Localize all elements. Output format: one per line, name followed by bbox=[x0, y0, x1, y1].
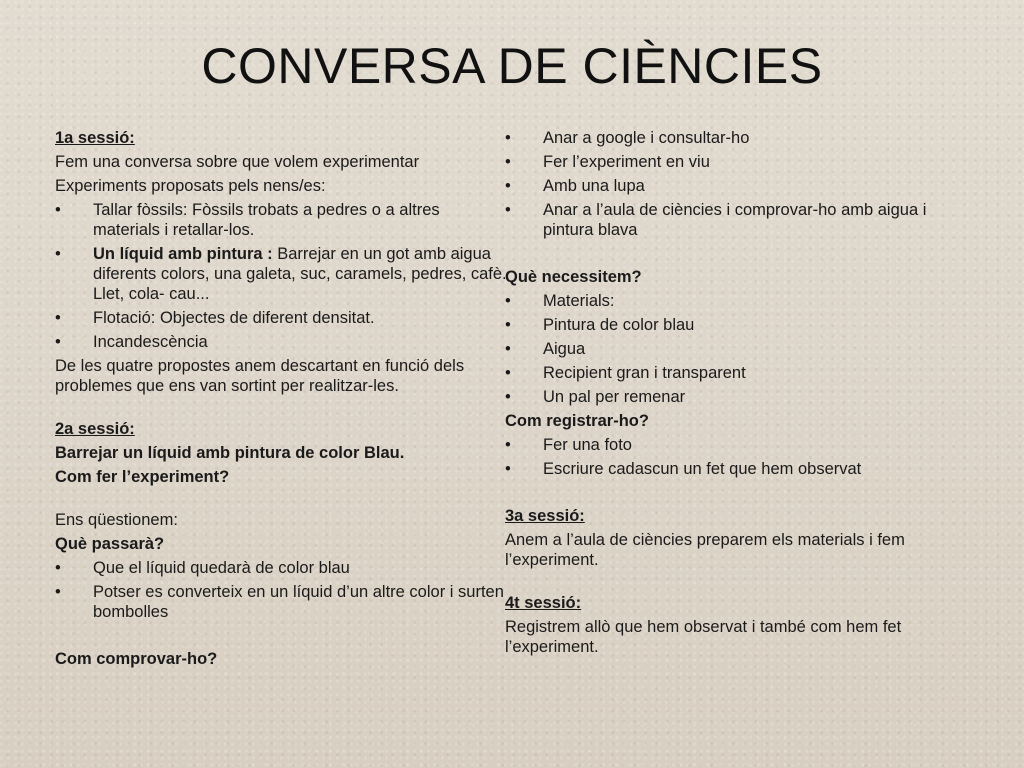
session4-text: Registrem allò que hem observat i també com hem fet l’experiment. bbox=[505, 618, 902, 656]
how-to-record-heading: Com registrar-ho? bbox=[505, 412, 649, 430]
spacer bbox=[55, 396, 510, 419]
material-text: Materials: bbox=[543, 292, 615, 310]
list-item bbox=[505, 128, 965, 148]
proposal-text: Barrejar en un got amb aigua diferents colors, una galeta, suc, caramels, pedres, cafè. Llet, cola- cau... bbox=[93, 245, 507, 303]
bullet-icon: • bbox=[55, 245, 61, 263]
list-item bbox=[55, 332, 510, 352]
how-to-do-heading: Com fer l’experiment? bbox=[55, 468, 230, 486]
we-ask-label: Ens qüestionem: bbox=[55, 511, 178, 529]
list-item bbox=[505, 339, 965, 359]
spacer bbox=[55, 626, 510, 649]
spacer bbox=[505, 244, 965, 267]
record-method-text: Fer una foto bbox=[543, 436, 632, 454]
session1-intro: Fem una conversa sobre que volem experimentar bbox=[55, 153, 420, 171]
bullet-icon: • bbox=[505, 388, 511, 406]
list-item bbox=[505, 200, 965, 240]
bullet-icon: • bbox=[505, 460, 511, 478]
bullet-icon: • bbox=[505, 129, 511, 147]
list-item bbox=[505, 363, 965, 383]
record-method-text: Escriure cadascun un fet que hem observat bbox=[543, 460, 862, 478]
bullet-icon: • bbox=[55, 559, 61, 577]
session3-text: Anem a l’aula de ciències preparem els materials i fem l’experiment. bbox=[505, 531, 905, 569]
bullet-icon: • bbox=[505, 177, 511, 195]
bullet-icon: • bbox=[505, 153, 511, 171]
list-item bbox=[505, 315, 965, 335]
list-item bbox=[55, 582, 510, 622]
bullet-icon: • bbox=[505, 340, 511, 358]
session2-heading: 2a sessió: bbox=[55, 420, 135, 438]
proposal-text: Flotació: Objectes de diferent densitat. bbox=[93, 309, 375, 327]
material-text: Aigua bbox=[543, 340, 586, 358]
hypothesis-text: Que el líquid quedarà de color blau bbox=[93, 559, 350, 577]
how-to-check-heading: Com comprovar-ho? bbox=[55, 650, 218, 668]
material-text: Pintura de color blau bbox=[543, 316, 695, 334]
discard-text: De les quatre propostes anem descartant en funció dels problemes que ens van sortint per realitzar-les. bbox=[55, 357, 465, 395]
list-item bbox=[505, 459, 965, 479]
bullet-icon: • bbox=[55, 201, 61, 219]
check-method-text: Anar a google i consultar-ho bbox=[543, 129, 750, 147]
check-method-text: Anar a l’aula de ciències i comprovar-ho amb aigua i pintura blava bbox=[543, 201, 927, 239]
list-item bbox=[505, 291, 965, 311]
list-item bbox=[55, 244, 510, 304]
list-item bbox=[55, 308, 510, 328]
proposal-text: Tallar fòssils: Fòssils trobats a pedres o a altres materials i retallar-los. bbox=[93, 201, 440, 239]
bullet-icon: • bbox=[55, 309, 61, 327]
spacer bbox=[55, 487, 510, 510]
right-column bbox=[505, 128, 965, 657]
session2-subtitle: Barrejar un líquid amb pintura de color Blau. bbox=[55, 444, 405, 462]
material-text: Recipient gran i transparent bbox=[543, 364, 746, 382]
bullet-icon: • bbox=[55, 333, 61, 351]
list-item bbox=[505, 152, 965, 172]
session3-heading: 3a sessió: bbox=[505, 507, 585, 525]
check-method-text: Amb una lupa bbox=[543, 177, 645, 195]
left-column bbox=[55, 128, 510, 669]
bullet-icon: • bbox=[505, 436, 511, 454]
list-item bbox=[55, 200, 510, 240]
bullet-icon: • bbox=[505, 292, 511, 310]
proposals-label: Experiments proposats pels nens/es: bbox=[55, 177, 326, 195]
list-item bbox=[55, 558, 510, 578]
session1-heading: 1a sessió: bbox=[55, 129, 135, 147]
material-text: Un pal per remenar bbox=[543, 388, 686, 406]
proposal-bold: Un líquid amb pintura : bbox=[93, 245, 273, 263]
proposal-text: Incandescència bbox=[93, 333, 208, 351]
what-happens-heading: Què passarà? bbox=[55, 535, 165, 553]
hypothesis-text: Potser es converteix en un líquid d’un altre color i surten bombolles bbox=[93, 583, 504, 621]
list-item bbox=[505, 387, 965, 407]
check-method-text: Fer l’experiment en viu bbox=[543, 153, 710, 171]
list-item bbox=[505, 435, 965, 455]
bullet-icon: • bbox=[505, 201, 511, 219]
bullet-icon: • bbox=[505, 316, 511, 334]
bullet-icon: • bbox=[505, 364, 511, 382]
slide-title: CONVERSA DE CIÈNCIES bbox=[201, 38, 823, 94]
what-we-need-heading: Què necessitem? bbox=[505, 268, 642, 286]
spacer bbox=[505, 483, 965, 506]
session4-heading: 4t sessió: bbox=[505, 594, 582, 612]
list-item bbox=[505, 176, 965, 196]
bullet-icon: • bbox=[55, 583, 61, 601]
spacer bbox=[505, 570, 965, 593]
